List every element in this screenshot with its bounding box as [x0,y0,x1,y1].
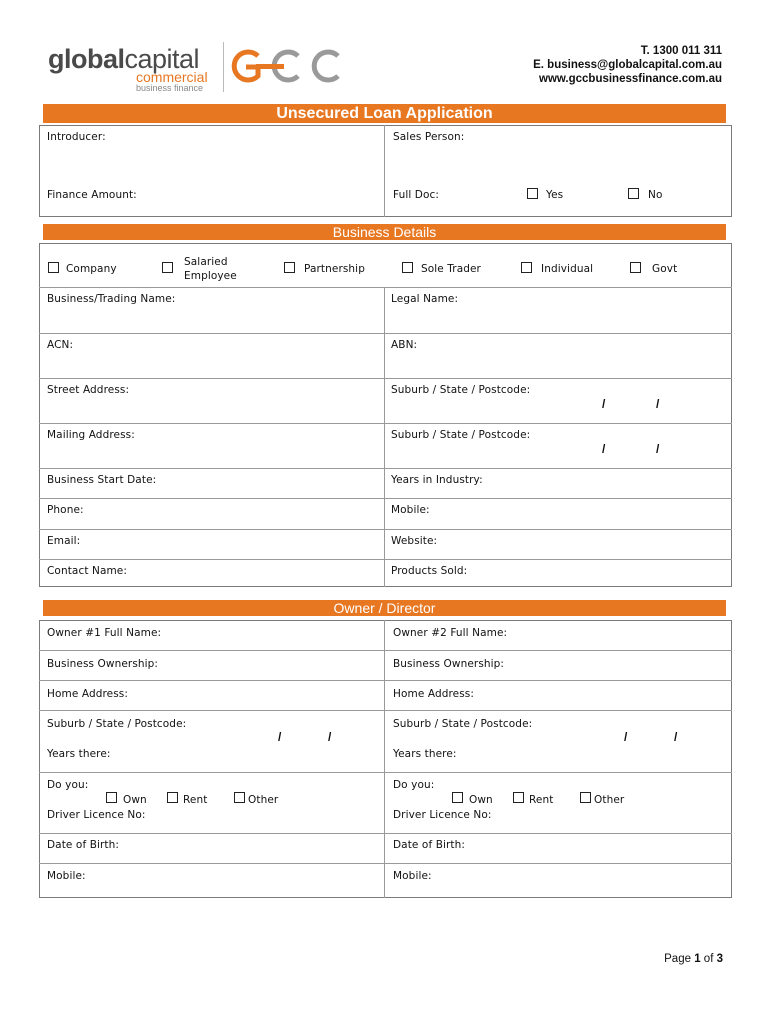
legal-name-label: Legal Name: [391,293,459,305]
business-details-heading: Business Details [43,224,726,240]
owner2-other-checkbox[interactable] [580,792,591,803]
sole-trader-label: Sole Trader [421,263,481,275]
owner2-rent-label: Rent [529,794,554,806]
owner2-suburb-slash-1: / [624,730,628,744]
govt-label: Govt [652,263,678,275]
od-row-line-3 [39,710,732,711]
gcc-monogram-icon [226,48,356,84]
business-website-label: Website: [391,535,438,547]
contact-name-label: Contact Name: [47,565,128,577]
sales-person-label: Sales Person: [393,131,465,143]
owner2-ownership-label: Business Ownership: [393,658,505,670]
intro-divider [384,125,385,217]
owner1-licence-label: Driver Licence No: [47,809,146,821]
contact-website[interactable]: www.gccbusinessfinance.com.au [539,73,722,85]
owner2-home-address-label: Home Address: [393,688,474,700]
owner2-other-label: Other [594,794,625,806]
contact-phone: T. 1300 011 311 [640,45,722,57]
individual-label: Individual [541,263,594,275]
bd-row-line-6 [39,498,732,499]
mailing-suburb-slash-1: / [602,442,606,456]
full-doc-no-checkbox[interactable] [628,188,639,199]
partnership-label: Partnership [304,263,365,275]
logo-sub-business-finance: business finance [136,83,204,93]
od-row-line-1 [39,650,732,651]
owner2-own-checkbox[interactable] [452,792,463,803]
acn-label: ACN: [47,339,74,351]
bd-row-line-1 [39,287,732,288]
mailing-address-label: Mailing Address: [47,429,135,441]
owner2-years-there-label: Years there: [393,748,457,760]
owner1-suburb-slash-2: / [328,730,332,744]
owner1-rent-label: Rent [183,794,208,806]
owner1-home-address-label: Home Address: [47,688,128,700]
page-of: of [700,953,717,965]
logo-divider [223,42,224,92]
od-row-line-4 [39,772,732,773]
owner1-own-checkbox[interactable] [106,792,117,803]
owner1-suburb-slash-1: / [278,730,282,744]
owner1-other-checkbox[interactable] [234,792,245,803]
salaried-employee-checkbox[interactable] [162,262,173,273]
business-start-date-label: Business Start Date: [47,474,157,486]
owner2-mobile-label: Mobile: [393,870,432,882]
page-number: 1 [694,953,701,965]
salaried-label: Salaried [184,256,228,268]
sole-trader-checkbox[interactable] [402,262,413,273]
owner1-rent-checkbox[interactable] [167,792,178,803]
owner1-dob-label: Date of Birth: [47,839,120,851]
business-email-label: Email: [47,535,81,547]
bd-row-line-7 [39,529,732,530]
company-label: Company [66,263,117,275]
intro-section [39,125,732,217]
full-doc-yes-label: Yes [546,189,564,201]
company-logo [48,40,368,96]
page-indicator [664,953,723,965]
mailing-suburb-slash-2: / [656,442,660,456]
individual-checkbox[interactable] [521,262,532,273]
years-in-industry-label: Years in Industry: [391,474,483,486]
mailing-suburb-label: Suburb / State / Postcode: [391,429,531,441]
logo-sub-commercial: commercial [136,69,208,85]
bd-row-line-4 [39,423,732,424]
od-row-line-2 [39,680,732,681]
full-doc-yes-checkbox[interactable] [527,188,538,199]
page-prefix: Page [664,953,695,965]
owner2-dob-label: Date of Birth: [393,839,466,851]
govt-checkbox[interactable] [630,262,641,273]
form-title: Unsecured Loan Application [43,104,726,123]
logo-word-capital: capital [124,44,200,74]
street-address-label: Street Address: [47,384,130,396]
business-phone-label: Phone: [47,504,84,516]
bd-row-line-2 [39,333,732,334]
owner1-suburb-label: Suburb / State / Postcode: [47,718,187,730]
owner1-own-label: Own [123,794,147,806]
bd-row-line-5 [39,468,732,469]
company-checkbox[interactable] [48,262,59,273]
owner2-full-name-label: Owner #2 Full Name: [393,627,508,639]
full-doc-label: Full Doc: [393,189,440,201]
owner2-suburb-slash-2: / [674,730,678,744]
owner1-full-name-label: Owner #1 Full Name: [47,627,162,639]
od-column-divider [384,620,385,898]
owner2-licence-label: Driver Licence No: [393,809,492,821]
owner2-rent-checkbox[interactable] [513,792,524,803]
business-mobile-label: Mobile: [391,504,430,516]
finance-amount-label: Finance Amount: [47,189,137,201]
page-total: 3 [716,953,723,965]
owner-director-heading: Owner / Director [43,600,726,616]
bd-row-line-3 [39,378,732,379]
introducer-label: Introducer: [47,131,106,143]
abn-label: ABN: [391,339,418,351]
bd-row-line-8 [39,559,732,560]
owner2-own-label: Own [469,794,493,806]
logo-word-global: global [48,44,125,74]
owner2-do-you-label: Do you: [393,779,435,791]
street-suburb-slash-1: / [602,397,606,411]
owner1-other-label: Other [248,794,279,806]
street-suburb-label: Suburb / State / Postcode: [391,384,531,396]
owner1-do-you-label: Do you: [47,779,89,791]
contact-block [533,44,722,86]
employee-label: Employee [184,270,237,282]
owner2-suburb-label: Suburb / State / Postcode: [393,718,533,730]
products-sold-label: Products Sold: [391,565,468,577]
contact-email[interactable]: E. business@globalcapital.com.au [533,59,722,71]
trading-name-label: Business/Trading Name: [47,293,176,305]
street-suburb-slash-2: / [656,397,660,411]
full-doc-no-label: No [648,189,663,201]
bd-column-divider [384,287,385,587]
od-row-line-6 [39,863,732,864]
owner1-mobile-label: Mobile: [47,870,86,882]
owner1-ownership-label: Business Ownership: [47,658,159,670]
partnership-checkbox[interactable] [284,262,295,273]
od-row-line-5 [39,833,732,834]
owner1-years-there-label: Years there: [47,748,111,760]
